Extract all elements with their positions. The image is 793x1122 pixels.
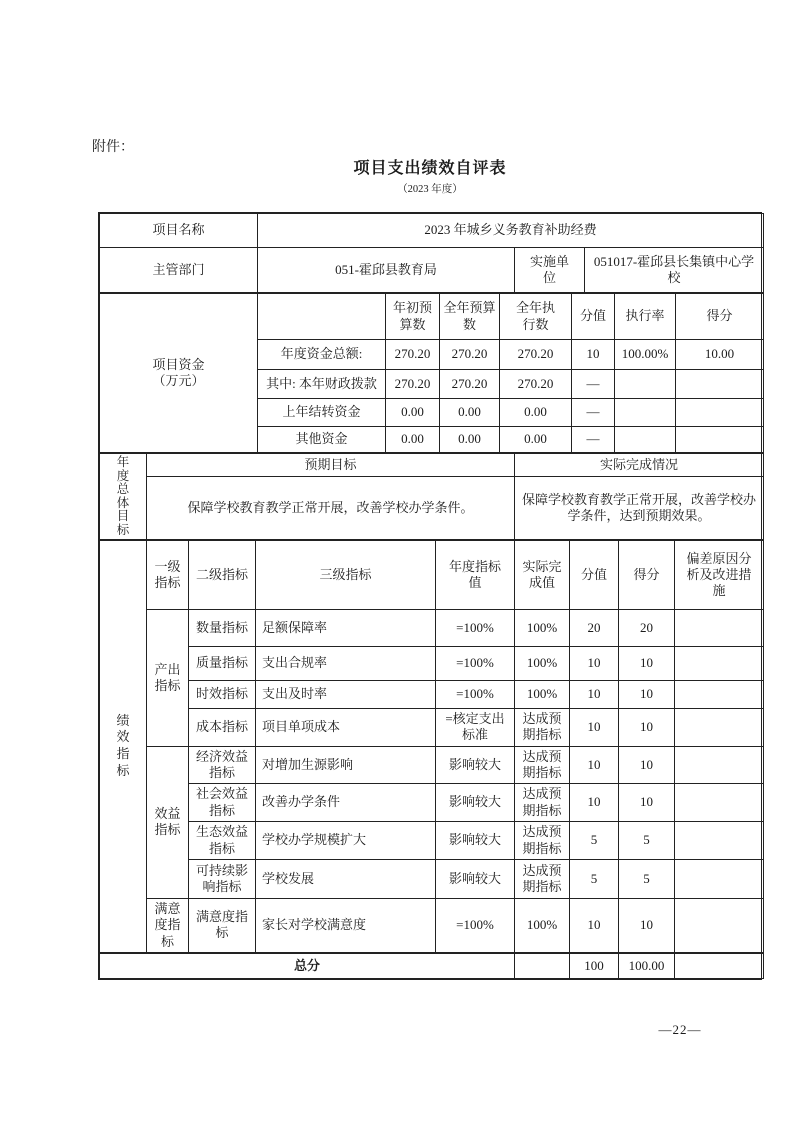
funding-header-year-budget: 全年预算数 [440,294,500,340]
cell-score-max: 10 [570,681,619,709]
funding-year-budget: 0.00 [440,427,500,453]
attachment-label: 附件： [92,140,134,155]
funding-begin-budget: 0.00 [386,427,440,453]
goal-actual-text: 保障学校教育教学正常开展，改善学校办学条件，达到预期效果。 [515,477,764,540]
funding-begin-budget: 270.20 [386,340,440,370]
cell-level1: 产出指标 [147,610,189,747]
funding-header-begin-budget: 年初预算数 [386,294,440,340]
total-score: 100.00 [619,953,675,978]
cell-target: =核定支出标准 [436,709,515,747]
cell-score-max: 10 [570,899,619,953]
funding-executed: 0.00 [500,399,572,427]
cell-target: 影响较大 [436,822,515,860]
cell-level3: 对增加生源影响 [256,746,436,784]
cell-deviation [675,746,764,784]
row-project-name [100,214,764,248]
funding-score-max: — [572,427,615,453]
cell-level2: 社会效益指标 [189,784,256,822]
section-annual-goal [99,453,764,540]
cell-score-max: 10 [570,784,619,822]
funding-rate: 100.00% [615,340,676,370]
cell-level3: 足额保障率 [256,610,436,647]
goal-row-header: 年度总体目标 [100,454,147,540]
cell-score-max: 5 [570,822,619,860]
indicator-row [100,647,764,681]
cell-deviation [675,899,764,953]
cell-actual: 达成预期指标 [515,860,570,899]
cell-level2: 经济效益指标 [189,746,256,784]
cell-score-max: 10 [570,709,619,747]
funding-label: 其他资金 [258,427,386,453]
cell-score-max: 20 [570,610,619,647]
cell-target: 影响较大 [436,784,515,822]
total-label: 总分 [100,953,515,978]
funding-score: 10.00 [676,340,764,370]
funding-score-max: 10 [572,340,615,370]
funding-row-header: 项目资金（万元） [100,294,258,453]
header-level3: 三级指标 [256,541,436,610]
goal-expected-header: 预期目标 [147,454,515,477]
funding-header-row [100,294,764,340]
cell-deviation [675,610,764,647]
cell-actual: 达成预期指标 [515,822,570,860]
cell-level3: 支出合规率 [256,647,436,681]
funding-header-rate: 执行率 [615,294,676,340]
cell-score: 10 [619,647,675,681]
cell-level3: 改善办学条件 [256,784,436,822]
funding-rate [615,427,676,453]
cell-level2: 成本指标 [189,709,256,747]
goal-content-row [100,477,764,540]
goal-actual-header: 实际完成情况 [515,454,764,477]
indicator-row [100,709,764,747]
row-departments [100,248,764,293]
cell-level1: 效益指标 [147,746,189,899]
funding-label-blank [258,294,386,340]
cell-target: 影响较大 [436,746,515,784]
cell-deviation [675,784,764,822]
cell-score-max: 10 [570,647,619,681]
section-indicators [99,540,764,953]
total-row [100,953,764,978]
indicator-row [100,610,764,647]
funding-executed: 0.00 [500,427,572,453]
cell-target: =100% [436,681,515,709]
funding-label: 上年结转资金 [258,399,386,427]
funding-score-max: — [572,399,615,427]
funding-year-budget: 270.20 [440,370,500,399]
document-title: 项目支出绩效自评表 [353,160,507,177]
total-score-max: 100 [570,953,619,978]
header-level2: 二级指标 [189,541,256,610]
cell-level1: 满意度指标 [147,899,189,953]
section-funding [99,293,764,453]
header-level1: 一级指标 [147,541,189,610]
cell-actual: 100% [515,899,570,953]
cell-score: 10 [619,681,675,709]
funding-begin-budget: 0.00 [386,399,440,427]
cell-actual: 达成预期指标 [515,709,570,747]
cell-actual: 100% [515,610,570,647]
cell-level2: 数量指标 [189,610,256,647]
department-label: 主管部门 [100,248,258,293]
department-value: 051-霍邱县教育局 [258,248,515,293]
cell-score: 5 [619,822,675,860]
header-score-max: 分值 [570,541,619,610]
project-name-label: 项目名称 [100,214,258,248]
funding-header-score: 得分 [676,294,764,340]
cell-deviation [675,822,764,860]
indicator-row [100,746,764,784]
indicator-row [100,860,764,899]
funding-rate [615,399,676,427]
cell-level3: 家长对学校满意度 [256,899,436,953]
project-name-value: 2023 年城乡义务教育补助经费 [258,214,764,248]
cell-target: =100% [436,647,515,681]
funding-label: 年度资金总额: [258,340,386,370]
funding-score-max: — [572,370,615,399]
indicators-row-header: 绩效指标 [100,541,147,953]
goal-header-row [100,454,764,477]
funding-score [676,427,764,453]
indicator-row [100,822,764,860]
indicator-row [100,899,764,953]
cell-level2: 时效指标 [189,681,256,709]
document-subtitle: （2023 年度） [397,184,463,195]
funding-executed: 270.20 [500,340,572,370]
cell-level3: 项目单项成本 [256,709,436,747]
cell-actual: 达成预期指标 [515,746,570,784]
funding-executed: 270.20 [500,370,572,399]
cell-level3: 学校发展 [256,860,436,899]
cell-target: =100% [436,610,515,647]
funding-header-score-max: 分值 [572,294,615,340]
indicators-header-row [100,541,764,610]
cell-deviation [675,681,764,709]
cell-target: 影响较大 [436,860,515,899]
funding-label: 其中: 本年财政拨款 [258,370,386,399]
total-deviation [675,953,764,978]
header-deviation: 偏差原因分析及改进措施 [675,541,764,610]
cell-target: =100% [436,899,515,953]
cell-deviation [675,860,764,899]
cell-score: 10 [619,709,675,747]
section-total [99,953,764,979]
header-score: 得分 [619,541,675,610]
evaluation-table [98,212,762,980]
cell-level2: 生态效益指标 [189,822,256,860]
cell-actual: 达成预期指标 [515,784,570,822]
cell-score: 10 [619,784,675,822]
funding-begin-budget: 270.20 [386,370,440,399]
cell-level3: 支出及时率 [256,681,436,709]
cell-score-max: 10 [570,746,619,784]
cell-level3: 学校办学规模扩大 [256,822,436,860]
funding-year-budget: 0.00 [440,399,500,427]
indicator-row [100,784,764,822]
cell-level2: 满意度指标 [189,899,256,953]
funding-year-budget: 270.20 [440,340,500,370]
total-blank [515,953,570,978]
cell-score: 10 [619,899,675,953]
cell-score: 10 [619,746,675,784]
funding-score [676,370,764,399]
cell-score-max: 5 [570,860,619,899]
cell-level2: 可持续影响指标 [189,860,256,899]
indicator-row [100,681,764,709]
funding-score [676,399,764,427]
page-number: —22— [658,1022,702,1037]
funding-rate [615,370,676,399]
cell-actual: 100% [515,647,570,681]
section-project-info [99,213,764,293]
funding-header-executed: 全年执行数 [500,294,572,340]
goal-expected-text: 保障学校教育教学正常开展，改善学校办学条件。 [147,477,515,540]
header-actual: 实际完成值 [515,541,570,610]
header-target: 年度指标值 [436,541,515,610]
unit-label: 实施单位 [515,248,585,293]
unit-value: 051017-霍邱县长集镇中心学校 [585,248,764,293]
cell-deviation [675,647,764,681]
cell-actual: 100% [515,681,570,709]
cell-level2: 质量指标 [189,647,256,681]
cell-score: 5 [619,860,675,899]
cell-score: 20 [619,610,675,647]
cell-deviation [675,709,764,747]
